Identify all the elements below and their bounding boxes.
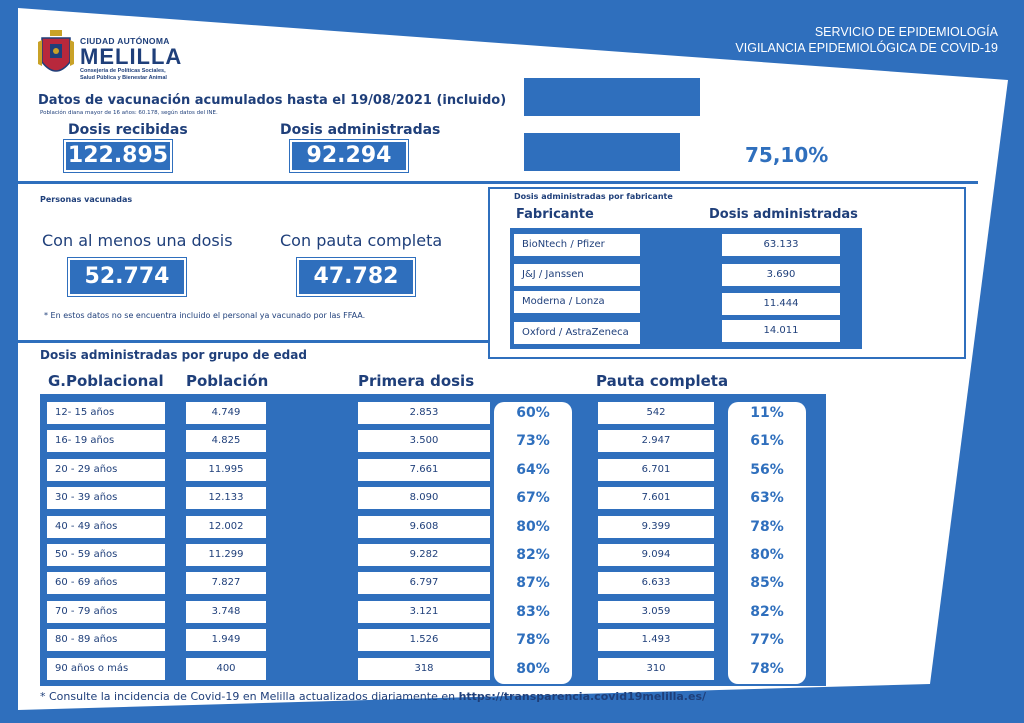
pauta-percent: 80% (750, 547, 784, 563)
coat-of-arms-icon (36, 30, 76, 82)
poblacion-col-header: Población (186, 372, 269, 390)
fabricante-value: 3.690 (722, 264, 840, 286)
pauta-completa-cell: 1.493 (598, 629, 714, 651)
service-header-line1: SERVICIO DE EPIDEMIOLOGÍA (814, 25, 998, 39)
pauta-completa-cell: 3.059 (598, 601, 714, 623)
dosis-recibidas-value: 122.895 (64, 140, 172, 172)
logo-line4: Salud Pública y Bienestar Animal (80, 75, 167, 81)
logo-line2: MELILLA (80, 44, 183, 69)
report-title: Datos de vacunación acumulados hasta el 19/08/2021 (incluido) (38, 93, 507, 108)
dosis-administradas-value: 92.294 (290, 140, 408, 172)
pauta-percent: 63% (750, 490, 784, 507)
personas-note: * En estos datos no se encuentra incluido el personal ya vacunado por las FFAA. (44, 311, 366, 320)
poblacion-cell: 11.299 (186, 544, 266, 566)
grupo-col-header: G.Poblacional (48, 372, 164, 390)
fabricante-name: Moderna / Lonza (514, 291, 640, 313)
primera-percent: 80% (516, 518, 550, 535)
pauta-col-header: Pauta completa (596, 372, 729, 390)
age-group-cell: 30 - 39 años (47, 487, 165, 509)
poblacion-cell: 4.749 (186, 402, 266, 424)
fabricante-name: BioNtech / Pfizer (514, 234, 640, 256)
section-divider-top (18, 181, 978, 184)
pauta-percent: 85% (750, 575, 784, 592)
dosis-recibidas-bar (524, 78, 700, 116)
fabricante-value: 63.133 (722, 234, 840, 256)
age-group-cell: 60 - 69 años (47, 572, 165, 594)
primera-dosis-cell: 2.853 (358, 402, 490, 424)
fabricante-title: Dosis administradas por fabricante (514, 192, 673, 201)
pauta-completa-cell: 9.094 (598, 544, 714, 566)
age-group-cell: 50 - 59 años (47, 544, 165, 566)
pauta-completa-cell: 9.399 (598, 516, 714, 538)
pauta-percent: 56% (750, 461, 784, 478)
fabricante-value: 14.011 (722, 320, 840, 342)
una-dosis-label: Con al menos una dosis (42, 231, 233, 250)
primera-dosis-cell: 3.500 (358, 430, 490, 452)
logo-text (80, 36, 182, 82)
dosis-recibidas-label: Dosis recibidas (68, 122, 188, 138)
primera-dosis-cell: 3.121 (358, 601, 490, 623)
primera-percent: 64% (516, 461, 550, 478)
age-group-cell: 80 - 89 años (47, 629, 165, 651)
service-header-line2: VIGILANCIA EPIDEMIOLÓGICA DE COVID-19 (735, 41, 998, 55)
poblacion-cell: 12.133 (186, 487, 266, 509)
primera-percent: 60% (516, 405, 550, 421)
pauta-completa-cell: 2.947 (598, 430, 714, 452)
fabricante-name: Oxford / AstraZeneca (514, 322, 640, 344)
poblacion-cell: 7.827 (186, 572, 266, 594)
primera-dosis-cell: 1.526 (358, 629, 490, 651)
fabricante-col-header: Fabricante (516, 207, 594, 222)
edad-table (40, 394, 826, 686)
pauta-completa-cell: 542 (598, 402, 714, 424)
pauta-completa-cell: 7.601 (598, 487, 714, 509)
primera-dosis-cell: 8.090 (358, 487, 490, 509)
poblacion-cell: 1.949 (186, 629, 266, 651)
fabricante-table (510, 228, 862, 349)
primera-percent: 87% (516, 575, 550, 592)
primera-percent: 83% (516, 603, 550, 620)
primera-percent: 73% (516, 433, 550, 450)
poblacion-cell: 11.995 (186, 459, 266, 481)
pauta-percent: 82% (750, 603, 784, 620)
poblacion-cell: 12.002 (186, 516, 266, 538)
pauta-completa-value: 47.782 (297, 258, 415, 296)
edad-title: Dosis administradas por grupo de edad (40, 348, 307, 362)
pauta-percent: 77% (750, 632, 784, 649)
poblacion-cell: 3.748 (186, 601, 266, 623)
age-group-cell: 20 - 29 años (47, 459, 165, 481)
primera-dosis-cell: 6.797 (358, 572, 490, 594)
age-group-cell: 40 - 49 años (47, 516, 165, 538)
primera-percent: 80% (516, 660, 550, 677)
pauta-percent: 11% (750, 405, 784, 421)
poblacion-cell: 4.825 (186, 430, 266, 452)
logo-line3: Consejería de Políticas Sociales, (80, 68, 166, 74)
dosis-col-header: Dosis administradas (709, 207, 858, 222)
poblacion-cell: 400 (186, 658, 266, 680)
fabricante-name: J&J / Janssen (514, 264, 640, 286)
primera-col-header: Primera dosis (358, 372, 475, 390)
fabricante-value: 11.444 (722, 293, 840, 315)
report-subtitle: Población diana mayor de 16 años: 60.178, según datos del INE. (40, 110, 218, 116)
primera-dosis-cell: 318 (358, 658, 490, 680)
primera-percent: 82% (516, 547, 550, 563)
footer-note (40, 690, 706, 703)
dosis-administradas-bar (524, 133, 680, 171)
pauta-completa-cell: 6.633 (598, 572, 714, 594)
pauta-percent: 78% (750, 518, 784, 535)
age-group-cell: 90 años o más (47, 658, 165, 680)
primera-percent: 67% (516, 490, 550, 507)
service-header (735, 24, 998, 56)
logo-line1: CIUDAD AUTÓNOMA (80, 36, 170, 46)
section-divider-mid (18, 340, 488, 343)
primera-dosis-cell: 7.661 (358, 459, 490, 481)
pauta-completa-cell: 310 (598, 658, 714, 680)
primera-dosis-cell: 9.282 (358, 544, 490, 566)
administered-percent: 75,10% (745, 143, 829, 167)
una-dosis-value: 52.774 (68, 258, 186, 296)
age-group-cell: 16- 19 años (47, 430, 165, 452)
dosis-administradas-label: Dosis administradas (280, 122, 441, 138)
footer-link[interactable]: https://transparencia.covid19melilla.es/ (458, 690, 707, 703)
age-group-cell: 70 - 79 años (47, 601, 165, 623)
pauta-percent: 78% (750, 660, 784, 677)
primera-percent: 78% (516, 632, 550, 649)
pauta-completa-label: Con pauta completa (280, 231, 443, 250)
personas-title: Personas vacunadas (40, 195, 133, 204)
footer-text: * Consulte la incidencia de Covid-19 en Melilla actualizados diariamente en (40, 690, 459, 703)
pauta-completa-cell: 6.701 (598, 459, 714, 481)
pauta-percent: 61% (750, 433, 784, 450)
age-group-cell: 12- 15 años (47, 402, 165, 424)
primera-dosis-cell: 9.608 (358, 516, 490, 538)
